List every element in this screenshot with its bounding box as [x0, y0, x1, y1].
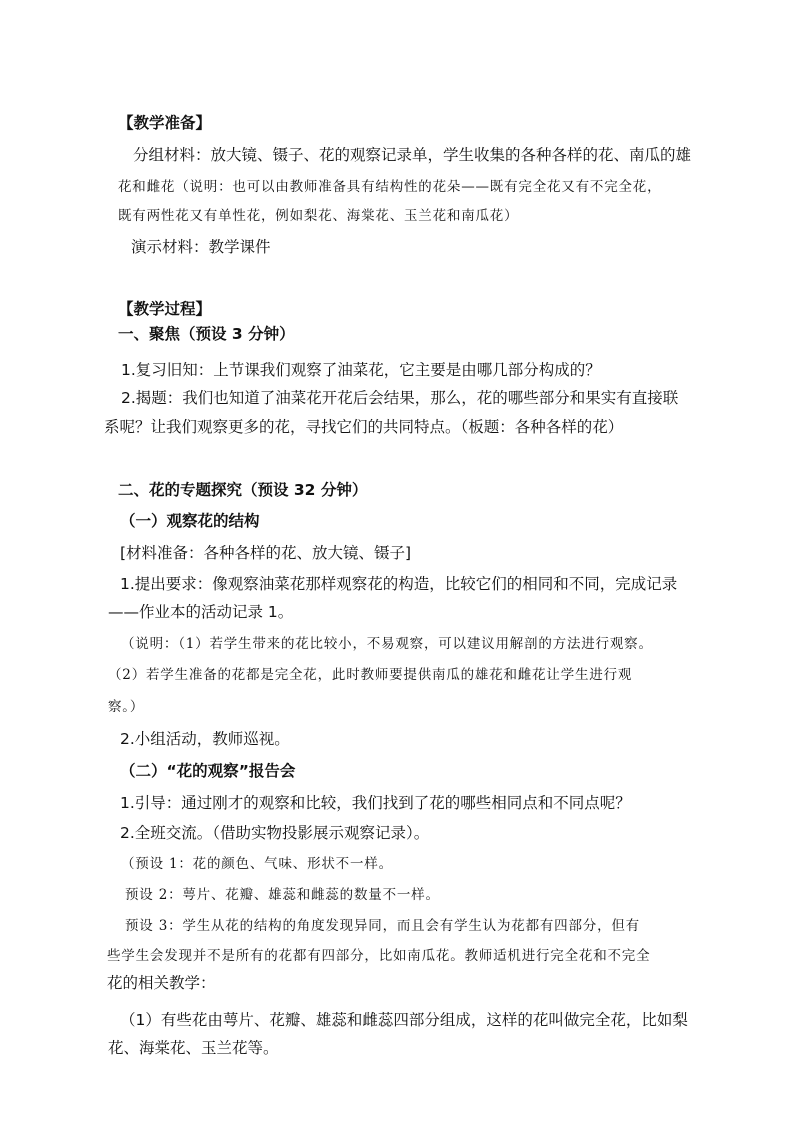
preset-1: （预设 1：花的颜色、气味、形状不一样。: [121, 856, 393, 872]
prep-heading: 【教学准备】: [118, 114, 212, 132]
process-heading: 【教学过程】: [118, 300, 212, 318]
preset-3-line-2: 些学生会发现并不是所有的花都有四部分，比如南瓜花。教师适机进行完全花和不完全: [107, 948, 651, 964]
prep-group-line-3: 既有两性花又有单性花，例如梨花、海棠花、玉兰花和南瓜花）: [118, 208, 519, 224]
item-1-line-1: （1）有些花由萼片、花瓣、雄蕊和雌蕊四部分组成，这样的花叫做完全花，比如梨: [120, 1011, 688, 1029]
preset-3-line-1: 预设 3：学生从花的结构的角度发现异同，而且会有学生认为花都有四部分，但有: [125, 918, 640, 934]
section-1-para-2-line-2: 系呢？让我们观察更多的花，寻找它们的共同特点。（板题：各种各样的花）: [104, 418, 624, 436]
preset-2: 预设 2：萼片、花瓣、雄蕊和雌蕊的数量不一样。: [125, 887, 440, 903]
prep-group-line-1: 分组材料：放大镜、镊子、花的观察记录单，学生收集的各种各样的花、南瓜的雄: [133, 146, 692, 164]
section-1-para-1: 1.复习旧知：上节课我们观察了油菜花，它主要是由哪几部分构成的？: [121, 361, 601, 379]
subsection-1-para-1-line-1: 1.提出要求：像观察油菜花那样观察花的构造，比较它们的相同和不同，完成记录: [120, 575, 678, 593]
prep-demo: 演示材料：教学课件: [131, 238, 271, 256]
subsection-1-title: （一）观察花的结构: [120, 512, 260, 530]
section-1-title: 一、聚焦（预设 3 分钟）: [118, 325, 295, 343]
item-1-line-2: 花、海棠花、玉兰花等。: [108, 1039, 279, 1057]
subsection-1-para-1-line-2: ——作业本的活动记录 1。: [108, 603, 294, 621]
subsection-2-title: （二）“花的观察”报告会: [120, 762, 296, 780]
subsection-2-para-2: 2.全班交流。（借助实物投影展示观察记录）。: [120, 824, 430, 842]
subsection-2-para-1: 1.引导：通过刚才的观察和比较，我们找到了花的哪些相同点和不同点呢？: [120, 794, 631, 812]
subsection-1-note-line-3: 察。）: [108, 699, 145, 715]
prep-group-line-2: 花和雌花（说明：也可以由教师准备具有结构性的花朵——既有完全花又有不完全花，: [118, 179, 662, 195]
section-1-para-2-line-1: 2.揭题：我们也知道了油菜花开花后会结果，那么，花的哪些部分和果实有直接联: [121, 389, 679, 407]
preset-3-line-3: 花的相关教学：: [107, 974, 216, 992]
section-2-title: 二、花的专题探究（预设 32 分钟）: [118, 481, 368, 499]
subsection-1-note-line-1: （说明：（1）若学生带来的花比较小，不易观察，可以建议用解剖的方法进行观察。: [121, 636, 653, 652]
subsection-1-note-line-2: （2）若学生准备的花都是完全花，此时教师要提供南瓜的雄花和雌花让学生进行观: [108, 667, 633, 683]
subsection-1-materials: [材料准备：各种各样的花、放大镜、镊子]: [120, 544, 412, 562]
subsection-1-para-2: 2.小组活动，教师巡视。: [120, 730, 290, 748]
